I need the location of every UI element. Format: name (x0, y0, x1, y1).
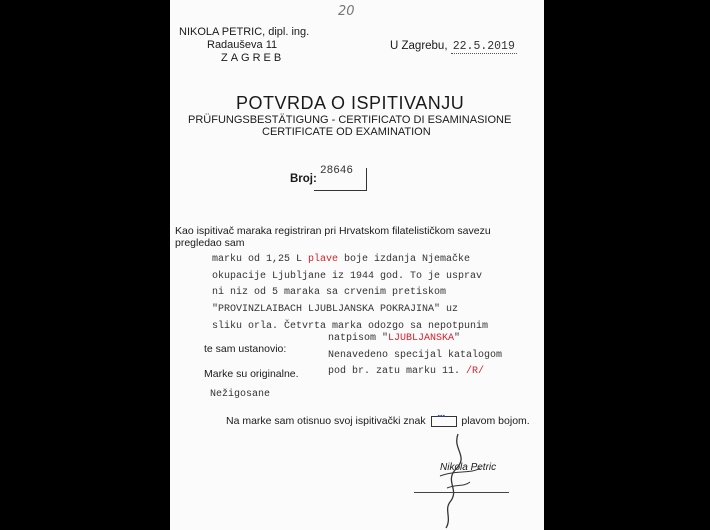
certificate-title: POTVRDA O ISPITIVANJU (236, 93, 465, 113)
description-line-5: sliku orla. Četvrta marka odozgo sa nepotpunim (212, 320, 489, 332)
findings-line-3: pod br. zatu marku 11. /R/ (328, 366, 485, 378)
intro-text (175, 225, 491, 249)
description-line-4: "PROVINZLAIBACH LJUBLJANSKA POKRAJINA" uz (212, 304, 459, 316)
certificate-subtitle-2: CERTIFICATE OD EXAMINATION (262, 126, 431, 138)
certificate-subtitle-1: PRÜFUNGSBESTÄTIGUNG - CERTIFICATO DI ESAMINASIONE (188, 114, 512, 126)
intro-line-1: Kao ispitivač maraka registriran pri Hrvatskom filatelističkom savezu (175, 225, 491, 237)
issuer-city: ZAGREB (221, 52, 285, 64)
color-word: plave (308, 254, 339, 265)
description-line-1: marku od 1,25 L plave boje izdanja Njemačke (212, 254, 471, 265)
date-value: 22.5.2019 (452, 40, 515, 53)
number-label: Broj: (290, 173, 317, 185)
signer-name: Nikola Petric (440, 462, 497, 473)
handwritten-signature (400, 430, 510, 530)
overprint-word: LJUBLJANSKA (388, 333, 455, 344)
description-line-3: ni niz od 5 maraka sa crvenim pretiskom (212, 287, 447, 299)
intro-line-2: pregledao sam (175, 237, 245, 249)
place-date (390, 40, 517, 54)
established-label: te sam ustanovio: (204, 343, 287, 355)
number-box (314, 165, 367, 191)
description-block (212, 252, 488, 336)
description-line-2: okupacije Ljubljane iz 1944 god. To je usprav (212, 270, 483, 282)
original-statement: Marke su originalne. (204, 368, 299, 380)
signature-statement: Na marke sam otisnuo svoj ispitivački znak ▪▪▪ plavom bojom. (226, 412, 530, 427)
issuer-street: Radauševa 11 (207, 39, 278, 51)
issuer-block (179, 26, 309, 65)
issuer-name: NIKOLA PETRIC, dipl. ing. (179, 26, 310, 38)
findings-line-1: natpisom "LJUBLJANSKA" (328, 333, 461, 344)
place-label: U Zagrebu, (390, 40, 448, 52)
findings-line-2: Nenavedeno specijal katalogom (328, 349, 503, 361)
page-number: 20 (338, 4, 355, 19)
signature-line (414, 492, 509, 493)
findings-block (328, 331, 502, 381)
certificate-page (170, 0, 544, 530)
cancellation-status: Nežigosane (210, 389, 271, 400)
number-value: 28646 (320, 165, 354, 177)
stamp-box: ▪▪▪ (431, 416, 457, 427)
rarity-mark: /R/ (466, 366, 485, 378)
